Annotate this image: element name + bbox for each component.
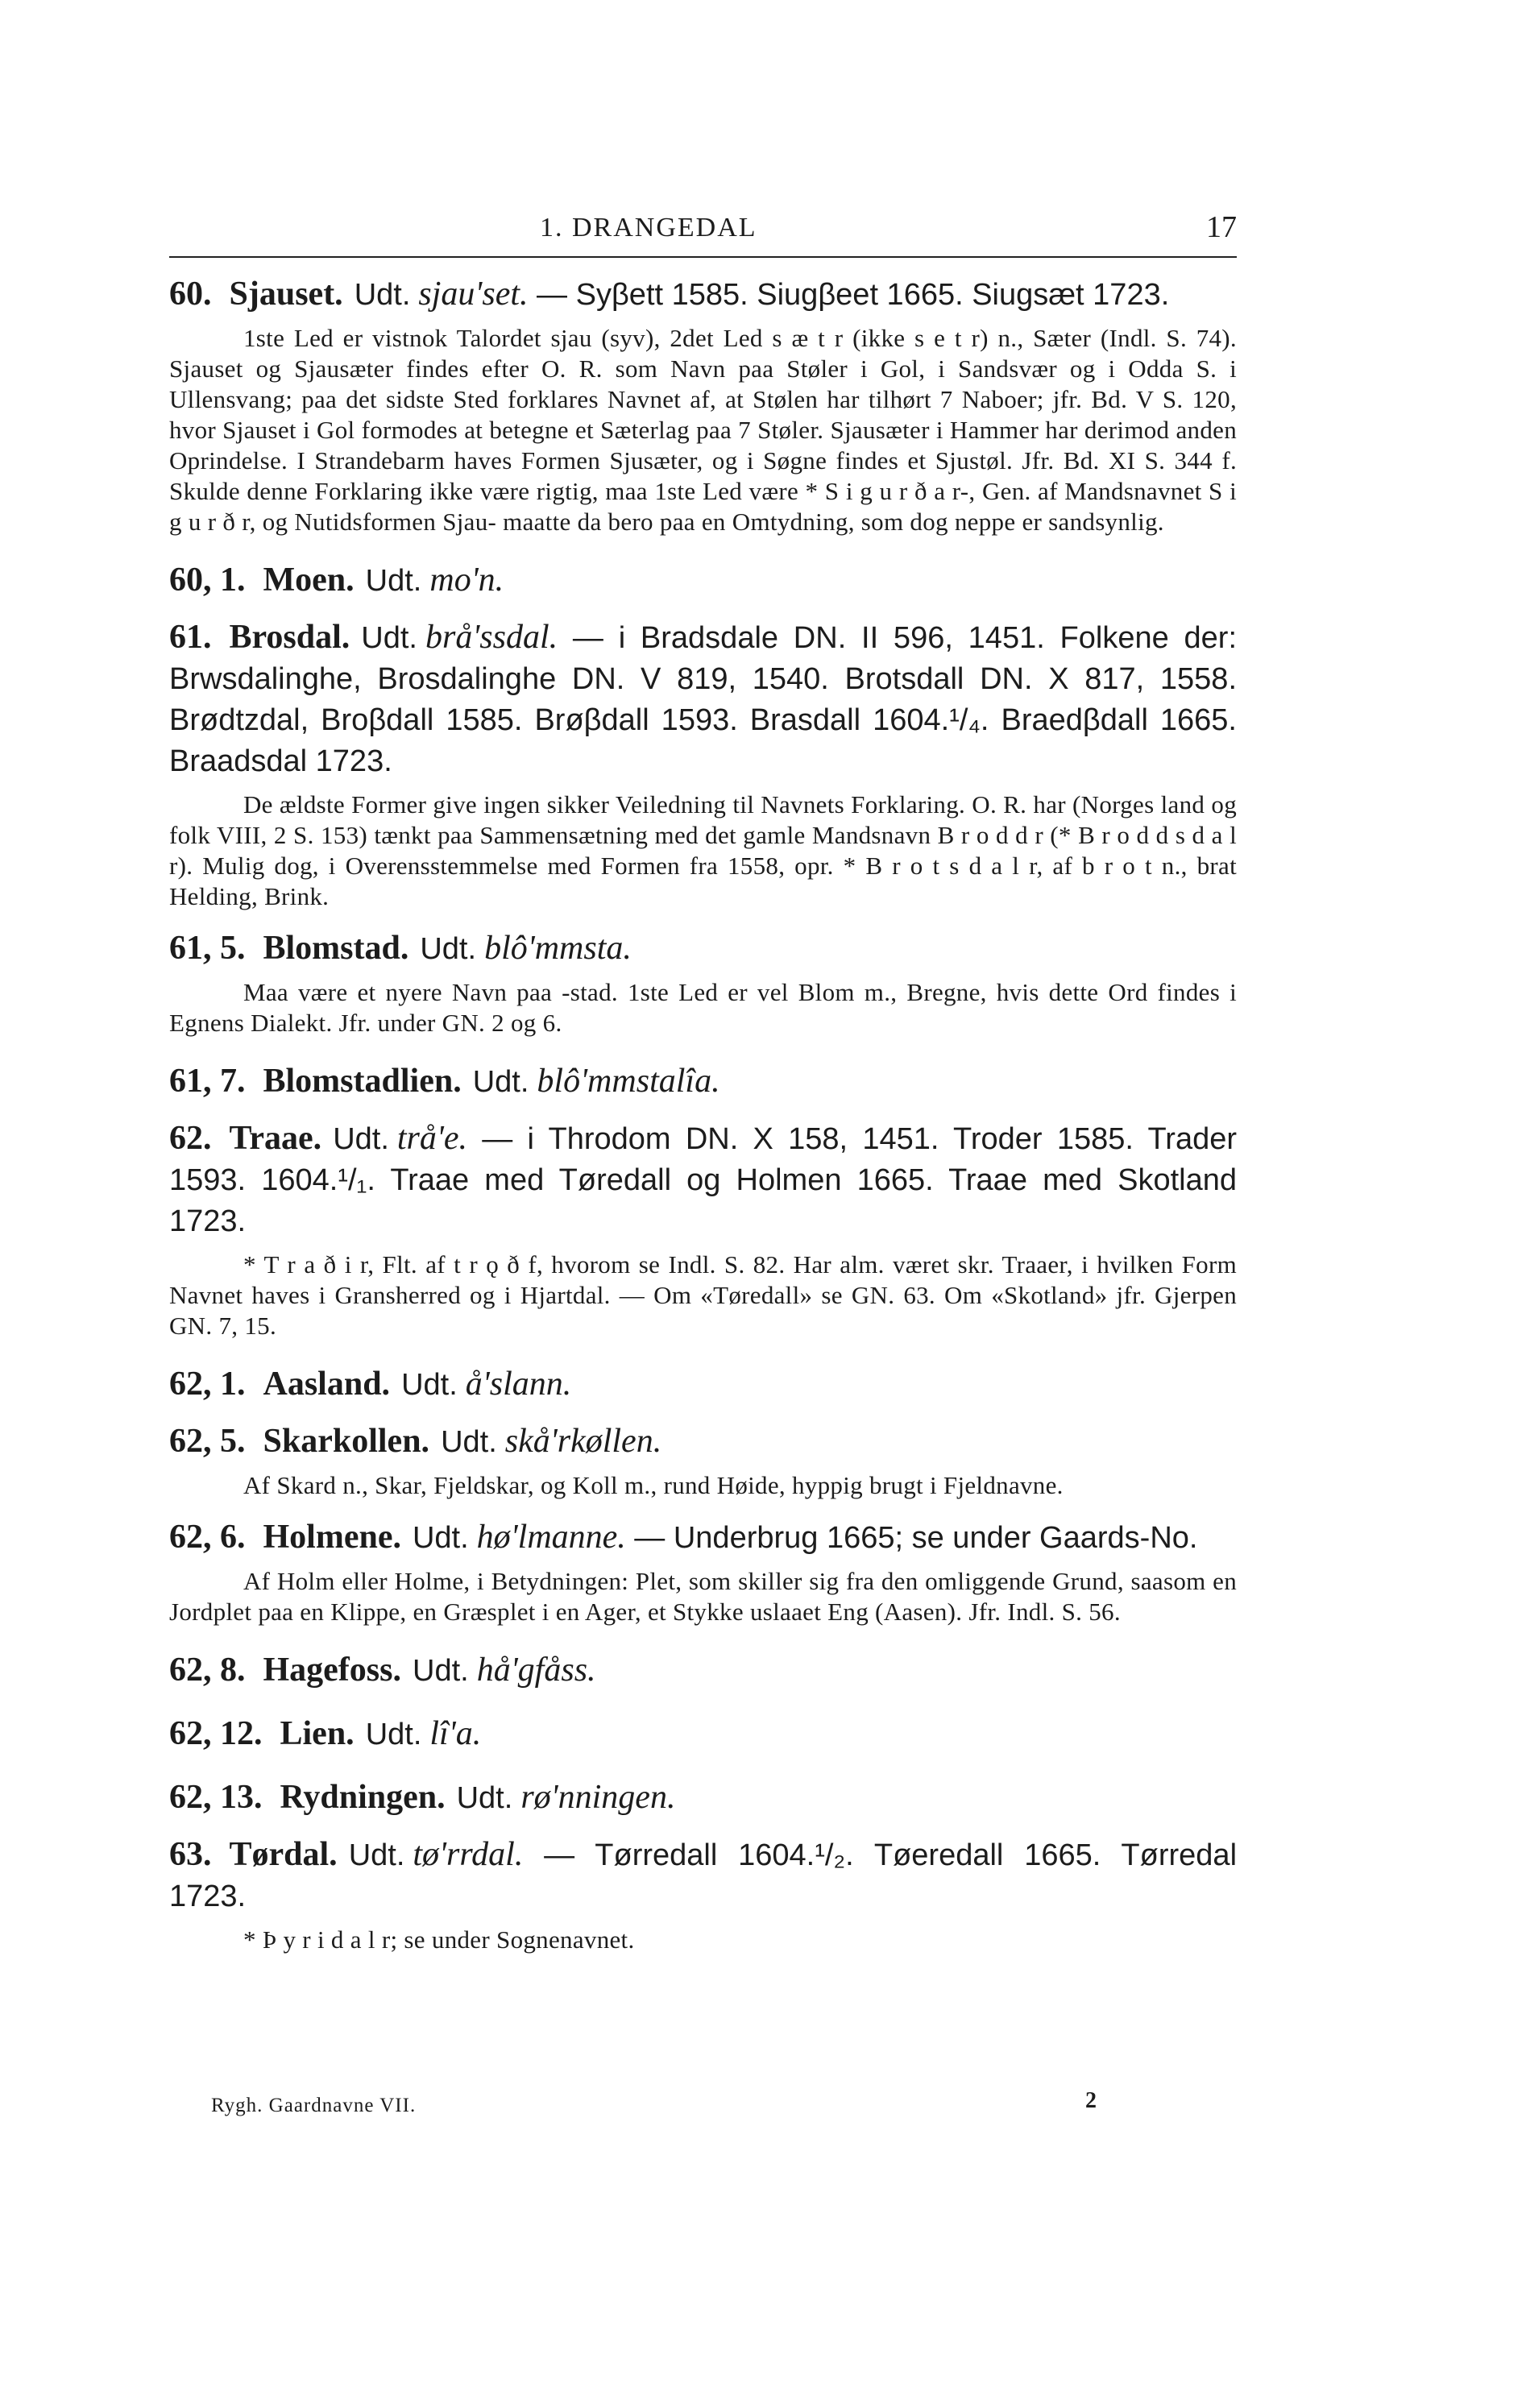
pronunciation: sjau'set. — [418, 276, 529, 313]
entry-name: Brosdal. — [229, 619, 350, 656]
pronunciation: rø'nningen. — [520, 1779, 676, 1816]
page — [169, 208, 1237, 1955]
pronunciation: trå'e. — [396, 1120, 468, 1157]
pronunciation-label: Udt. — [365, 1718, 422, 1751]
pronunciation-label: Udt. — [413, 1654, 469, 1688]
note-text: Af Skard n., Skar, Fjeldskar, og Koll m., rund Høide, hyppig brugt i Fjeldnavne. — [243, 1471, 1064, 1499]
place-entry — [169, 1777, 1237, 1818]
entry-name: Lien. — [280, 1715, 355, 1752]
entry-note — [169, 790, 1237, 912]
entry-heading — [169, 617, 1237, 781]
entry-heading — [169, 560, 1237, 601]
entry-name: Blomstadlien. — [263, 1063, 462, 1100]
pronunciation: tø'rrdal. — [413, 1836, 524, 1873]
entry-number: 63. — [169, 1836, 212, 1873]
place-entry — [169, 1118, 1237, 1341]
entry-name: Sjauset. — [229, 276, 343, 313]
place-entry — [169, 1517, 1237, 1627]
entry-heading — [169, 1421, 1237, 1462]
pronunciation-label: Udt. — [401, 1368, 458, 1402]
note-text: De ældste Former give ingen sikker Veiledning til Navnets Forklaring. O. R. har (Norges land og folk VIII, 2 S. 153) tænkt paa Sammensætning med det gamle Mandsnavn B r o d d r (* B r o d d s d a l r). Mulig dog, i Overensstemmelse med Formen fra 1558, opr. * B r o t s d a l r, af b r o t n., brat Helding, Brink. — [169, 790, 1237, 910]
historical-forms: — i Bradsdale DN. II 596, 1451. Folkene der: Brwsdalinghe, Brosdalinghe DN. V 819, 1540. Brotsdall DN. X 817, 1558. Brødtzdal, Broβdall 1585. Brøβdall 1593. Brasdall 1604.¹/₄. Braedβdall 1665. Braadsdal 1723. — [169, 621, 1238, 778]
pronunciation-label: Udt. — [412, 1521, 469, 1555]
note-text: * Þ y r i d a l r; se under Sognenavnet. — [243, 1925, 635, 1954]
entry-number: 62, 12. — [169, 1715, 263, 1752]
entry-name: Blomstad. — [263, 930, 409, 967]
entry-number: 61, 5. — [169, 930, 246, 967]
entry-name: Rydningen. — [280, 1779, 446, 1816]
entry-name: Hagefoss. — [263, 1652, 401, 1689]
entry-heading — [169, 1118, 1237, 1241]
entry-heading — [169, 1714, 1237, 1755]
historical-forms: — Underbrug 1665; se under Gaards-No. — [634, 1521, 1198, 1555]
entry-heading — [169, 1061, 1237, 1102]
historical-forms: — Tørredall 1604.¹/₂. Tøeredall 1665. Tørredal 1723. — [169, 1838, 1238, 1913]
place-entry — [169, 1364, 1237, 1405]
entry-number: 62, 8. — [169, 1652, 246, 1689]
pronunciation: hå'gfåss. — [476, 1652, 596, 1689]
entry-heading — [169, 1364, 1237, 1405]
pronunciation-label: Udt. — [365, 564, 422, 598]
pronunciation: mo'n. — [429, 562, 504, 599]
entry-note — [169, 1470, 1237, 1501]
place-entry — [169, 928, 1237, 1038]
pronunciation-label: Udt. — [420, 932, 477, 966]
entry-number: 60. — [169, 276, 212, 313]
pronunciation-label: Udt. — [333, 1122, 389, 1156]
pronunciation: å'slann. — [465, 1366, 572, 1403]
running-header — [169, 208, 1237, 258]
footer-signature: Rygh. Gaardnavne VII. — [211, 2095, 417, 2116]
page-number: 17 — [1206, 210, 1237, 244]
note-text: Af Holm eller Holme, i Betydningen: Plet, som skiller sig fra den omliggende Grund, saasom en Jordplet paa en Klippe, en Græsplet i en Ager, et Stykke uslaaet Eng (Aasen). Jfr. Indl. S. 56. — [169, 1567, 1237, 1626]
entry-heading — [169, 274, 1237, 315]
place-entry — [169, 617, 1237, 912]
entry-heading — [169, 1650, 1237, 1691]
historical-forms: — Syβett 1585. Siugβeet 1665. Siugsæt 1723. — [537, 278, 1170, 312]
entry-number: 62. — [169, 1120, 212, 1157]
note-text: 1ste Led er vistnok Talordet sjau (syv), 2det Led s æ t r (ikke s e t r) n., Sæter (Indl. S. 74). Sjauset og Sjausæter findes efter O. R. som Navn paa Støler i Gol, i Sandsvær og i Odda S. i Ullensvang; paa det sidste Sted forklares Navnet af, at Stølen har tilhørt 7 Naboer; jfr. Bd. V S. 120, hvor Sjauset i Gol formodes at betegne et Sæterlag paa 7 Støler. Sjausæter i Hammer har derimod anden Oprindelse. I Strandebarm haves Formen Sjusæter, og i Søgne findes et Sjustøl. Jfr. Bd. XI S. 344 f. Skulde denne Forklaring ikke være rigtig, maa 1ste Led være * S i g u r ð a r-, Gen. af Mandsnavnet S i g u r ð r, og Nutidsformen Sjau- maatte da bero paa en Omtydning, som dog neppe er sandsynlig. — [169, 324, 1237, 536]
note-text: Maa være et nyere Navn paa -stad. 1ste Led er vel Blom m., Bregne, hvis dette Ord findes i Egnens Dialekt. Jfr. under GN. 2 og 6. — [169, 978, 1237, 1037]
pronunciation-label: Udt. — [361, 621, 417, 655]
entry-name: Moen. — [263, 562, 355, 599]
pronunciation-label: Udt. — [472, 1065, 529, 1099]
entry-heading — [169, 928, 1237, 969]
entry-number: 60, 1. — [169, 562, 246, 599]
pronunciation: brå'ssdal. — [425, 619, 558, 656]
place-entry — [169, 274, 1237, 537]
running-title: 1. DRANGEDAL — [540, 213, 757, 242]
pronunciation: blô'mmstalîa. — [537, 1063, 720, 1100]
entry-name: Aasland. — [263, 1366, 391, 1403]
place-entry — [169, 1834, 1237, 1955]
pronunciation-label: Udt. — [441, 1425, 497, 1459]
entry-heading — [169, 1777, 1237, 1818]
place-entry — [169, 1650, 1237, 1691]
entries-list — [169, 274, 1237, 1955]
entry-note — [169, 1566, 1237, 1627]
pronunciation: lî'a. — [429, 1715, 482, 1752]
entry-name: Tørdal. — [229, 1836, 338, 1873]
pronunciation: hø'lmanne. — [476, 1519, 626, 1556]
entry-number: 61, 7. — [169, 1063, 246, 1100]
place-entry — [169, 560, 1237, 601]
entry-note — [169, 1925, 1237, 1955]
entry-number: 62, 5. — [169, 1423, 246, 1460]
entry-name: Traae. — [229, 1120, 322, 1157]
pronunciation: blô'mmsta. — [484, 930, 632, 967]
pronunciation: skå'rkøllen. — [504, 1423, 662, 1460]
pronunciation-label: Udt. — [348, 1838, 405, 1872]
pronunciation-label: Udt. — [456, 1781, 513, 1815]
entry-heading — [169, 1834, 1237, 1917]
historical-forms: — i Throdom DN. X 158, 1451. Troder 1585. Trader 1593. 1604.¹/₁. Traae med Tøredall og Holmen 1665. Traae med Skotland 1723. — [169, 1122, 1238, 1238]
entry-name: Skarkollen. — [263, 1423, 430, 1460]
place-entry — [169, 1421, 1237, 1501]
entry-heading — [169, 1517, 1237, 1558]
entry-note — [169, 323, 1237, 537]
entry-number: 61. — [169, 619, 212, 656]
entry-number: 62, 1. — [169, 1366, 246, 1403]
footer-sheet-number: 2 — [1085, 2088, 1097, 2113]
entry-name: Holmene. — [263, 1519, 401, 1556]
entry-note — [169, 1250, 1237, 1341]
entry-number: 62, 13. — [169, 1779, 263, 1816]
note-text: * T r a ð i r, Flt. af t r ǫ ð f, hvorom se Indl. S. 82. Har alm. været skr. Traaer, i hvilken Form Navnet haves i Gransherred og i Hjartdal. — Om «Tøredall» se GN. 63. Om «Skotland» jfr. Gjerpen GN. 7, 15. — [169, 1250, 1237, 1340]
entry-note — [169, 977, 1237, 1038]
pronunciation-label: Udt. — [354, 278, 411, 312]
entry-number: 62, 6. — [169, 1519, 246, 1556]
place-entry — [169, 1714, 1237, 1755]
place-entry — [169, 1061, 1237, 1102]
